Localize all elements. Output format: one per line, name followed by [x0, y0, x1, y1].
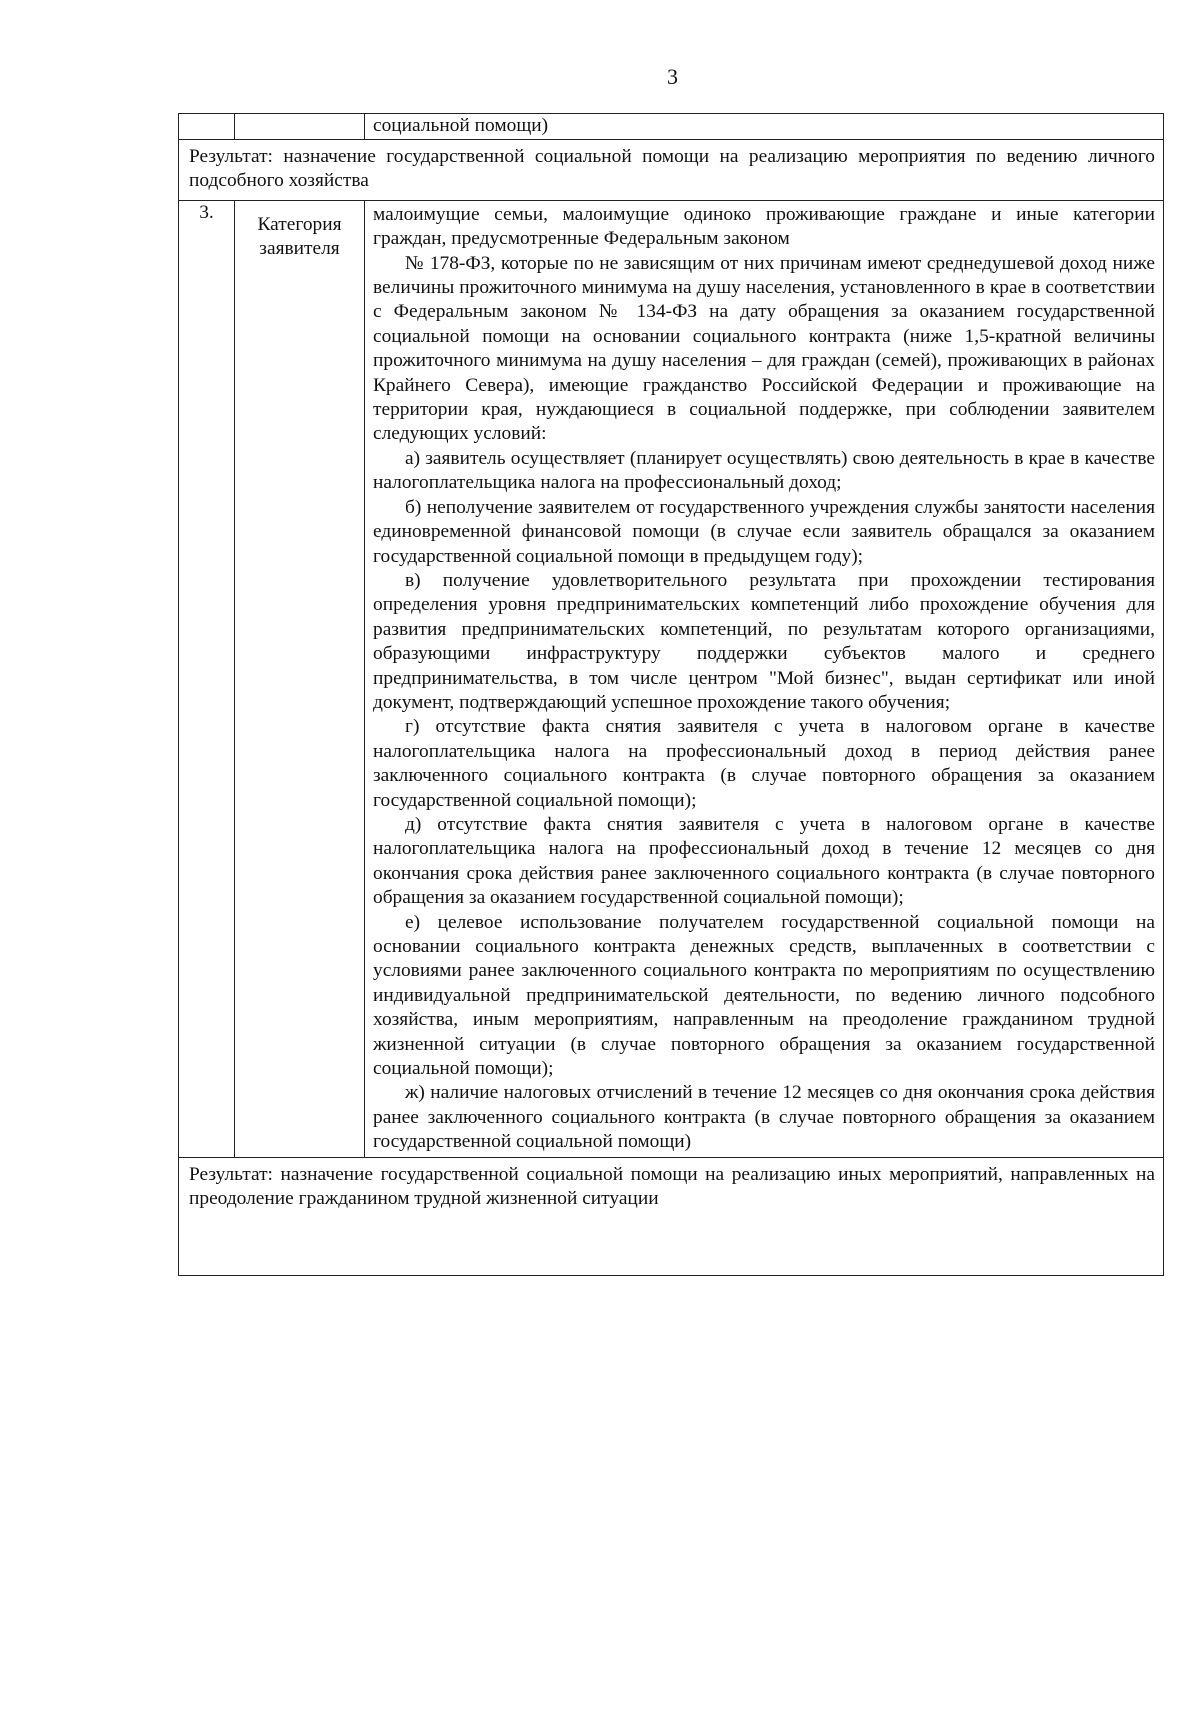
paragraph-condition-e: е) целевое использование получателем государственной социальной помощи на основании социального контракта денежных средств, выплаченных в соответствии с условиями ранее заключенного социального контракта по мероприятиям по осуществлению индивидуальной предпринимательской деятельности, по ведению личного подсобного хозяйства, иным мероприятиям, направленным на преодоление гражданином трудной жизненной ситуации (в случае повторного обращения за оказанием государственной социальной помощи);: [373, 911, 1155, 1080]
result-text-1: Результат: назначение государственной социальной помощи на реализацию мероприятия по ведению личного подсобного хозяйства: [179, 140, 1164, 201]
page-number: 3: [667, 64, 678, 89]
paragraph-condition-b: б) неполучение заявителем от государственного учреждения службы занятости населения единовременной финансовой помощи (в случае если заявитель обращался за оказанием государственной социальной помощи в предыдущем году);: [373, 496, 1155, 567]
conditions-cell: [365, 200, 1164, 1157]
paragraph-intro: малоимущие семьи, малоимущие одиноко проживающие граждане и иные категории граждан, предусмотренные Федеральным законом: [373, 203, 1155, 250]
paragraph-condition-d: д) отсутствие факта снятия заявителя с учета в налоговом органе в качестве налогоплательщика налога на профессиональный доход в течение 12 месяцев со дня окончания срока действия ранее заключенного социального контракта (в случае повторного обращения за оказанием государственной социальной помощи);: [373, 813, 1155, 909]
paragraph-condition-v: в) получение удовлетворительного результата при прохождении тестирования определения уровня предпринимательских компетенций либо прохождение обучения для развития предпринимательских компетенций, по результатам которого организациями, образующими инфраструктуру поддержки субъектов малого и среднего предпринимательства, в том числе центром "Мой бизнес", выдан сертификат или иной документ, подтверждающий успешное прохождение такого обучения;: [373, 569, 1155, 713]
paragraph-condition-zh: ж) наличие налоговых отчислений в течение 12 месяцев со дня окончания срока действия ранее заключенного социального контракта (в случае повторного обращения за оказанием государственной социальной помощи): [373, 1082, 1155, 1153]
result-text-2: Результат: назначение государственной социальной помощи на реализацию иных мероприятий, направленных на преодоление гражданином трудной жизненной ситуации: [179, 1157, 1164, 1275]
row-number: 3.: [179, 200, 235, 1157]
conditions-table: [178, 113, 1164, 1276]
table-row-3: [179, 200, 1164, 1157]
empty-cell: [179, 114, 235, 140]
continued-text-cell: социальной помощи): [365, 114, 1164, 140]
empty-cell: [235, 114, 365, 140]
paragraph-condition-a: а) заявитель осуществляет (планирует осуществлять) свою деятельность в крае в качестве налогоплательщика налога на профессиональный доход;: [373, 447, 1155, 494]
paragraph-condition-g: г) отсутствие факта снятия заявителя с учета в налоговом органе в качестве налогоплательщика налога на профессиональный доход в период действия ранее заключенного социального контракта (в случае повторного обращения за оказанием государственной социальной помощи);: [373, 716, 1155, 811]
paragraph-law: № 178-ФЗ, которые по не зависящим от них причинам имеют среднедушевой доход ниже величины прожиточного минимума на душу населения, установленного в крае в соответствии с Федеральным законом № 134-ФЗ на дату обращения за оказанием государственной социальной помощи на основании социального контракта (ниже 1,5-кратной величины прожиточного минимума на душу населения – для граждан (семей), проживающих в районах Крайнего Севера), имеющие гражданство Российской Федерации и проживающие на территории края, нуждающиеся в социальной поддержке, при соблюдении заявителем следующих условий:: [373, 252, 1155, 445]
table-row-continued: [179, 114, 1164, 140]
result-row-2: [179, 1157, 1164, 1275]
result-row-1: [179, 140, 1164, 201]
category-label: Категория заявителя: [235, 200, 365, 1157]
